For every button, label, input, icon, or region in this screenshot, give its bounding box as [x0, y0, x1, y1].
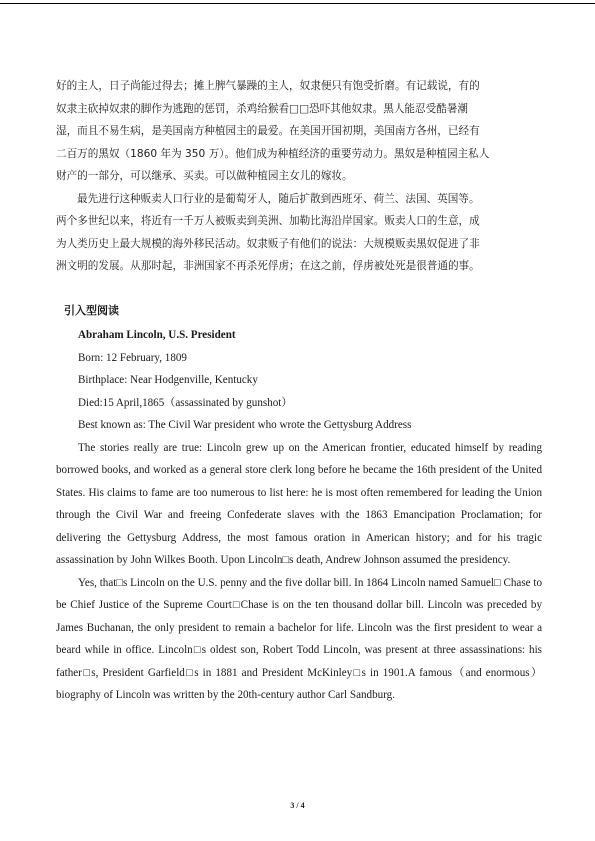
article-paragraph-2: Yes, that□s Lincoln on the U.S. penny and the five dollar bill. In 1864 Lincoln named Samuel□ Chase to be Chief Justice of the Supreme Court□Chase is on the ten thousand dollar bill. Lincoln was preceded by James Buchanan, the only president to remain a bachelor for life. Lincoln was the first president to wear a beard while in office. Lincoln□s oldest son, Robert Todd Lincoln, was present at three assassinations: his father□s, President Garfield□s in 1881 and President McKinley□s in 1901.A famous（and enormous）biography of Lincoln was written by the 20th-century author Carl Sandburg.: [56, 576, 542, 701]
article: [56, 324, 542, 707]
section-title: 引入型阅读: [64, 304, 119, 317]
text-line: 为人类历史上最大规模的海外移民活动。奴隶贩子有他们的说法：大规模贩卖黑奴促进了非: [56, 237, 480, 250]
chinese-paragraph-1: [56, 75, 544, 278]
text-line: 财产的一部分，可以继承、买卖。可以做种植园主女儿的嫁妆。: [56, 170, 353, 182]
born-line: Born: 12 February, 1809: [78, 351, 187, 364]
text-line: 二百万的黑奴（1860 年为 350 万）。他们成为种植经济的重要劳动力。黑奴是种植园主私人: [56, 147, 490, 160]
died-line: Died:15 April,1865（assassinated by gunshot）: [78, 396, 293, 409]
birthplace-line: Birthplace: Near Hodgenville, Kentucky: [78, 374, 258, 386]
article-paragraph-1: The stories really are true: Lincoln grew up on the American frontier, educated himself by reading borrowed books, and worked as a general store clerk long before he became the 16th president of the United States. His claims to fame are too numerous to list here: he is most often remembered for leading the Union through the Civil War and freeing Confederate slaves with the 1863 Emancipation Proclamation; for delivering the Gettysburg Address, the most famous oration in American history; and for his tragic assassination by John Wilkes Booth. Upon Lincoln□s death, Andrew Johnson assumed the presidency.: [56, 441, 542, 566]
article-title: Abraham Lincoln, U.S. President: [78, 329, 236, 341]
text-line: 最先进行这种贩卖人口行业的是葡萄牙人，随后扩散到西班牙、荷兰、法国、英国等。: [77, 192, 480, 205]
page-number: 3 / 4: [290, 801, 305, 810]
best-known-line: Best known as: The Civil War president who wrote the Gettysburg Address: [78, 419, 412, 431]
text-line: 洲文明的发展。从那时起，非洲国家不再杀死俘虏；在这之前，俘虏被处死是很普通的事。: [56, 260, 480, 272]
text-line: 湿，而且不易生病，是美国南方种植园主的最爱。在美国开国初期，美国南方各州，已经有: [56, 125, 480, 137]
header-rule: [0, 3, 595, 4]
text-line: 两个多世纪以来，将近有一千万人被贩卖到美洲、加勒比海沿岸国家。贩卖人口的生意，成: [56, 215, 480, 227]
text-line: 奴隶主砍掉奴隶的脚作为逃跑的惩罚，杀鸡给猴看□□恐吓其他奴隶。黑人能忍受酷暑潮: [56, 102, 468, 115]
text-line: 好的主人，日子尚能过得去；摊上脾气暴躁的主人，奴隶便只有饱受折磨。有记载说，有的: [56, 80, 480, 92]
